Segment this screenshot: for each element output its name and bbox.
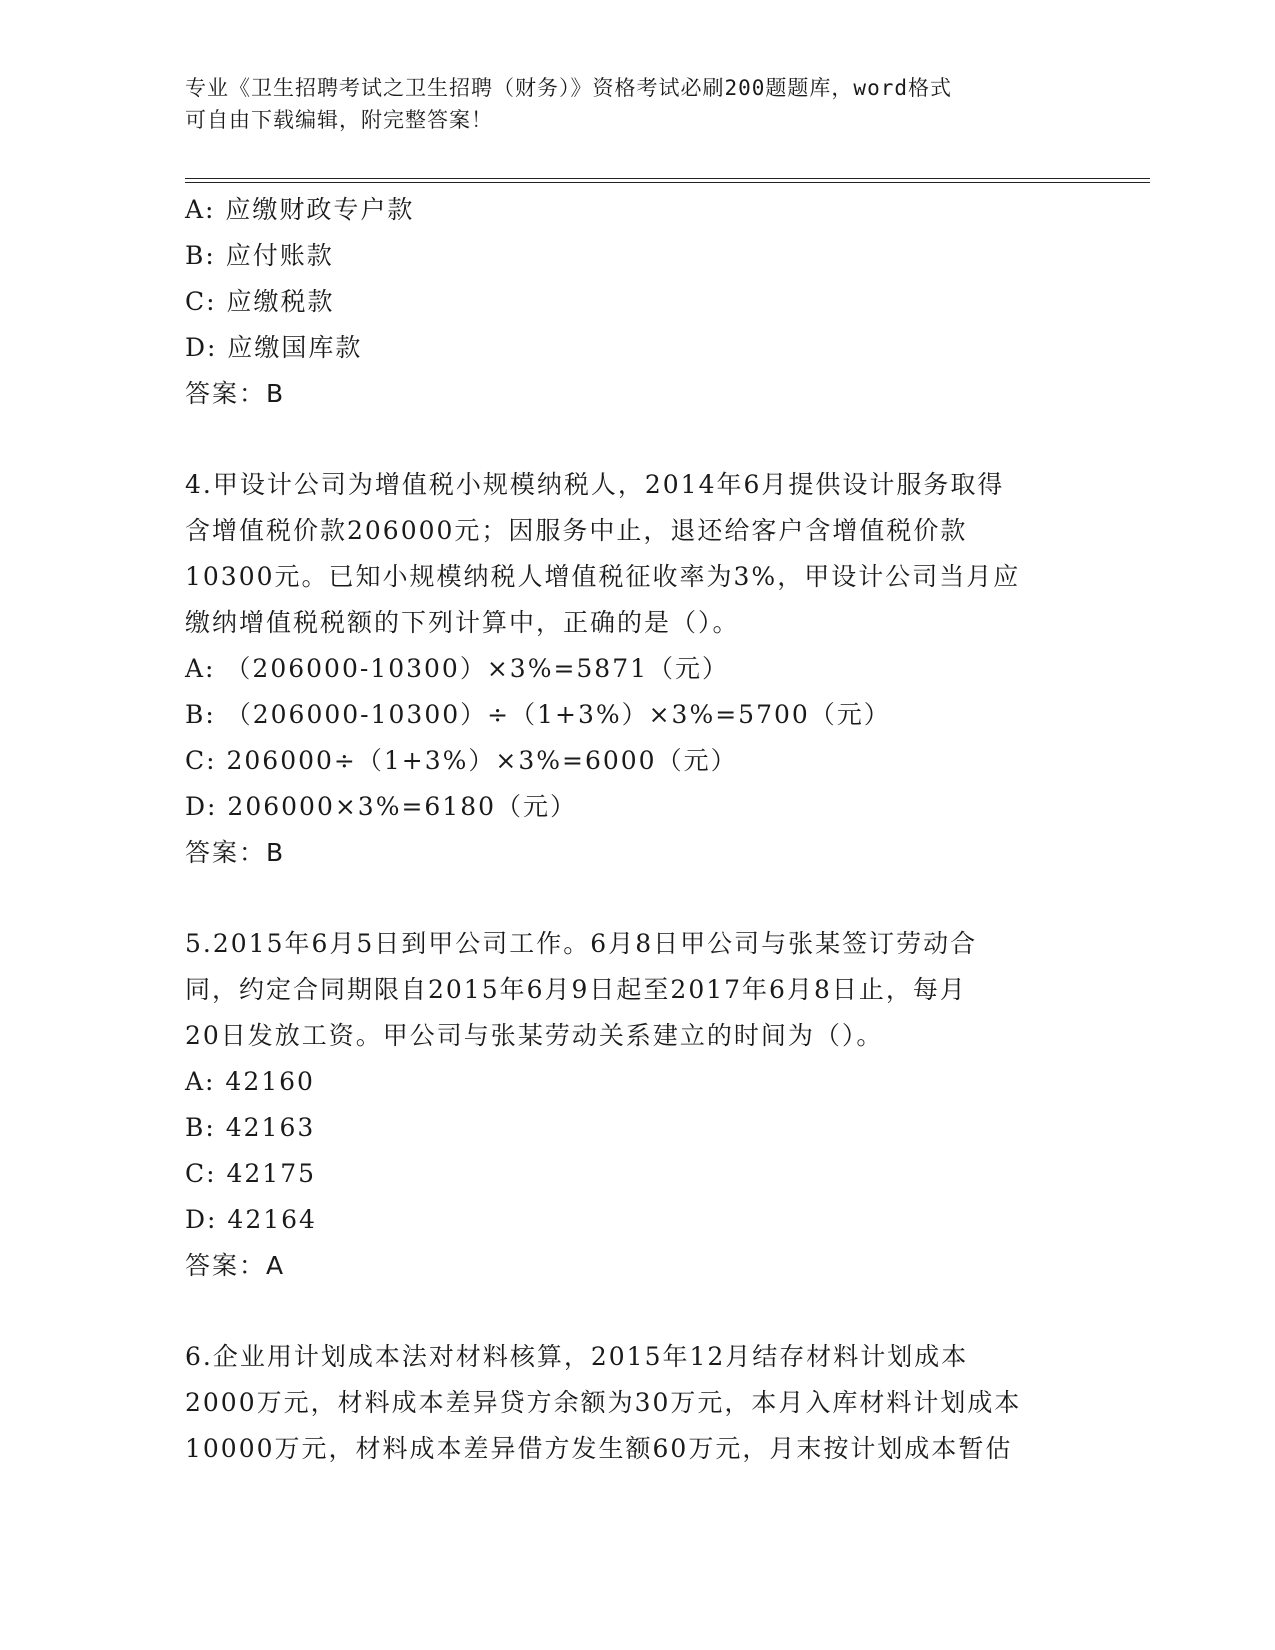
header-rule-bottom bbox=[185, 182, 1150, 183]
question-5-stem-line: 20日发放工资。甲公司与张某劳动关系建立的时间为（）。 bbox=[185, 1021, 884, 1050]
question-6-stem-line: 10000万元，材料成本差异借方发生额60万元，月末按计划成本暂估 bbox=[185, 1434, 1013, 1463]
question-5-options bbox=[185, 1059, 1075, 1243]
question-6-stem bbox=[185, 1334, 1075, 1472]
question-5-option-c: C: 42175 bbox=[185, 1159, 317, 1188]
question-4-option-b: B: （206000-10300）÷（1+3%）×3%=5700（元） bbox=[185, 700, 891, 729]
question-4-option-a: A: （206000-10300）×3%=5871（元） bbox=[185, 654, 730, 683]
spacer bbox=[185, 1289, 1075, 1334]
question-5-answer: 答案：A bbox=[185, 1251, 286, 1280]
question-4-stem-line: 10300元。已知小规模纳税人增值税征收率为3%，甲设计公司当月应 bbox=[185, 562, 1021, 591]
question-4-stem-line: 4.甲设计公司为增值税小规模纳税人，2014年6月提供设计服务取得 bbox=[185, 470, 1005, 499]
document-header-title: 专业《卫生招聘考试之卫生招聘（财务）》资格考试必刷200题题库，word格式 可自由下载编辑，附完整答案！ bbox=[185, 76, 952, 132]
question-4-answer: 答案：B bbox=[185, 838, 286, 867]
question-5-option-d: D: 42164 bbox=[185, 1205, 317, 1234]
question-4-options bbox=[185, 646, 1075, 830]
question-5-option-a: A: 42160 bbox=[185, 1067, 315, 1096]
question-3-answer: 答案：B bbox=[185, 379, 286, 408]
question-4-stem-line: 缴纳增值税税额的下列计算中，正确的是（）。 bbox=[185, 608, 740, 637]
question-3-option-c: C: 应缴税款 bbox=[185, 287, 335, 316]
question-4-stem-line: 含增值税价款206000元；因服务中止，退还给客户含增值税价款 bbox=[185, 516, 968, 545]
question-4-option-d: D: 206000×3%=6180（元） bbox=[185, 792, 578, 821]
spacer bbox=[185, 417, 1075, 462]
question-5-stem-line: 同，约定合同期限自2015年6月9日起至2017年6月8日止，每月 bbox=[185, 975, 967, 1004]
question-3-option-a: A: 应缴财政专户款 bbox=[185, 195, 415, 224]
question-3-option-b: B: 应付账款 bbox=[185, 241, 334, 270]
spacer bbox=[185, 876, 1075, 921]
question-3-options bbox=[185, 187, 1075, 371]
question-4-stem bbox=[185, 462, 1075, 646]
question-3-option-d: D: 应缴国库款 bbox=[185, 333, 363, 362]
question-5-stem-line: 5.2015年6月5日到甲公司工作。6月8日甲公司与张某签订劳动合 bbox=[185, 929, 978, 958]
question-6-stem-line: 6.企业用计划成本法对材料核算，2015年12月结存材料计划成本 bbox=[185, 1342, 969, 1371]
question-5-option-b: B: 42163 bbox=[185, 1113, 316, 1142]
question-6-stem-line: 2000万元，材料成本差异贷方余额为30万元，本月入库材料计划成本 bbox=[185, 1388, 1022, 1417]
header-rule-top bbox=[185, 178, 1150, 179]
question-4-option-c: C: 206000÷（1+3%）×3%=6000（元） bbox=[185, 746, 738, 775]
document-body bbox=[185, 187, 1075, 1472]
question-5-stem bbox=[185, 921, 1075, 1059]
